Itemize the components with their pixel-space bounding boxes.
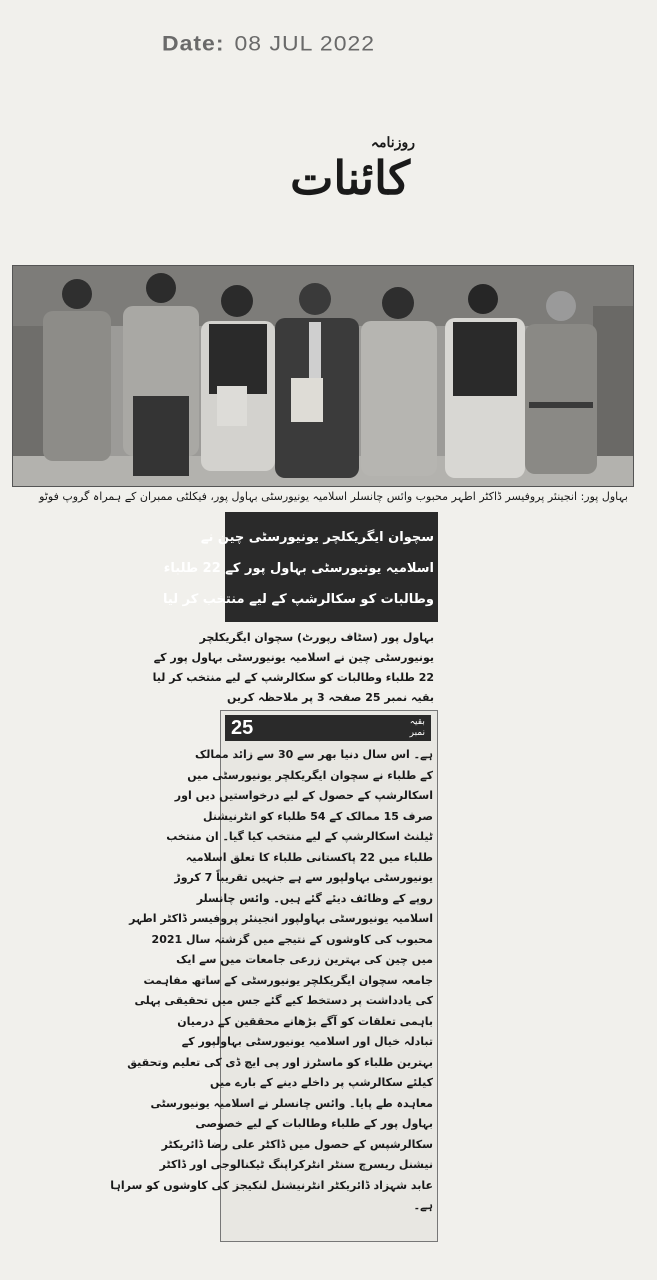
headline-box (163, 512, 438, 622)
body-line: تبادلہ خیال اور اسلامیہ یونیورسٹی بہاولپور کے (181, 1035, 433, 1048)
headline-line: سچوان ایگریکلچر یونیورسٹی چین نے (200, 530, 434, 545)
article-line: بہاول پور (سٹاف رپورٹ) سچوان ایگریکلچر (199, 631, 434, 644)
body-line: طلباء میں 22 پاکستانی طلباء کا تعلق اسلامیہ (185, 850, 433, 864)
body-line: محبوب کی کاوشوں کے نتیجے میں گزشتہ سال 2021 (151, 932, 433, 946)
date-label: Date: (162, 31, 225, 55)
article-line: بقیہ نمبر 25 صفحہ 3 پر ملاحظہ کریں (226, 691, 434, 704)
body-line: سکالرشپس کے حصول میں ڈاکٹر علی رضا ڈائریکٹر (161, 1137, 433, 1151)
body-line: بہترین طلباء کو ماسٹرز اور پی ایچ ڈی کی تعلیم وتحقیق (127, 1055, 433, 1069)
newspaper-masthead (235, 135, 435, 225)
body-line: یونیورسٹی بہاولپور سے ہے جنہیں تقریباً 7 کروڑ (174, 871, 433, 884)
group-photo-image (13, 266, 633, 486)
body-line: اسکالرشپ کے حصول کے لیے درخواستیں دیں اور (174, 789, 433, 802)
article-line: 22 طلباء وطالبات کو سکالرشپ کے لیے منتخب کر لیا (152, 671, 434, 684)
body-line: معاہدہ طے پایا۔ وائس چانسلر نے اسلامیہ یونیورسٹی (150, 1096, 433, 1110)
body-line: بہاول پور کے طلباء وطالبات کے لیے خصوصی (195, 1117, 433, 1130)
photo-caption: بہاول پور: انجینئر پروفیسر ڈاکٹر اطہر محبوب وائس چانسلر اسلامیہ یونیورسٹی بہاول پور، فیکلٹی ممبران کے ہمراہ گروپ فوٹو (39, 490, 628, 503)
headline-line: وطالبات کو سکالرشپ کے لیے منتخب کر لیا (163, 592, 434, 607)
continuation-label-line: نمبر (409, 728, 425, 738)
date-stamp (162, 31, 375, 56)
masthead-name: کائنات (290, 151, 410, 205)
continuation-column (110, 710, 438, 1242)
continuation-number: 25 (231, 717, 254, 739)
headline-line: اسلامیہ یونیورسٹی بہاول پور کے 22 طلباء (163, 561, 434, 576)
continuation-header (225, 715, 431, 741)
body-line: ٹیلنٹ اسکالرشپ کے لیے منتخب کیا گیا۔ ان منتخب (166, 830, 433, 843)
body-line: باہمی تعلقات کو آگے بڑھانے محققین کے درمیان (177, 1014, 433, 1028)
article-intro (152, 628, 438, 708)
body-line: روپے کے وظائف دیئے گئے ہیں۔ وائس چانسلر (196, 891, 433, 905)
body-line: جامعہ سچوان ایگریکلچر یونیورسٹی کے ساتھ مفاہمت (143, 973, 433, 987)
group-photo (12, 265, 634, 487)
body-line: کے طلباء نے سچوان ایگریکلچر یونیورسٹی میں (187, 768, 433, 782)
body-line: کیلئے سکالرشپ پر داخلے دینے کے بارے میں (210, 1076, 433, 1089)
body-line: ہے۔ (413, 1199, 433, 1212)
body-line: صرف 15 ممالک کے 54 طلباء کو انٹرنیشنل (203, 809, 433, 823)
body-line: ہے۔ اس سال دنیا بھر سے 30 سے زائد ممالک (194, 748, 433, 761)
body-line: اسلامیہ یونیورسٹی بہاولپور انجینئر پروفیسر ڈاکٹر اطہر (129, 912, 433, 925)
body-line: عابد شہزاد ڈائریکٹر انٹرنیشنل لنکیجز کی کاوشوں کو سراہا (110, 1178, 433, 1192)
date-value: 08 JUL 2022 (234, 31, 376, 55)
article-line: یونیورسٹی چین نے اسلامیہ یونیورسٹی بہاول پور کے (153, 651, 434, 664)
body-line: کی یادداشت پر دستخط کیے گئے جس میں تحقیقی پہلی (134, 994, 433, 1007)
continuation-body (110, 745, 433, 1237)
body-line: نیشنل ریسرچ سنٹر انٹرکراپنگ ٹیکنالوجی اور ڈاکٹر (159, 1158, 433, 1171)
continuation-label-line: بقیہ (409, 717, 425, 727)
masthead-subtitle: روزنامہ (370, 135, 415, 151)
continuation-label (410, 717, 425, 739)
body-line: میں چین کی بہترین زرعی جامعات میں سے ایک (176, 953, 433, 966)
